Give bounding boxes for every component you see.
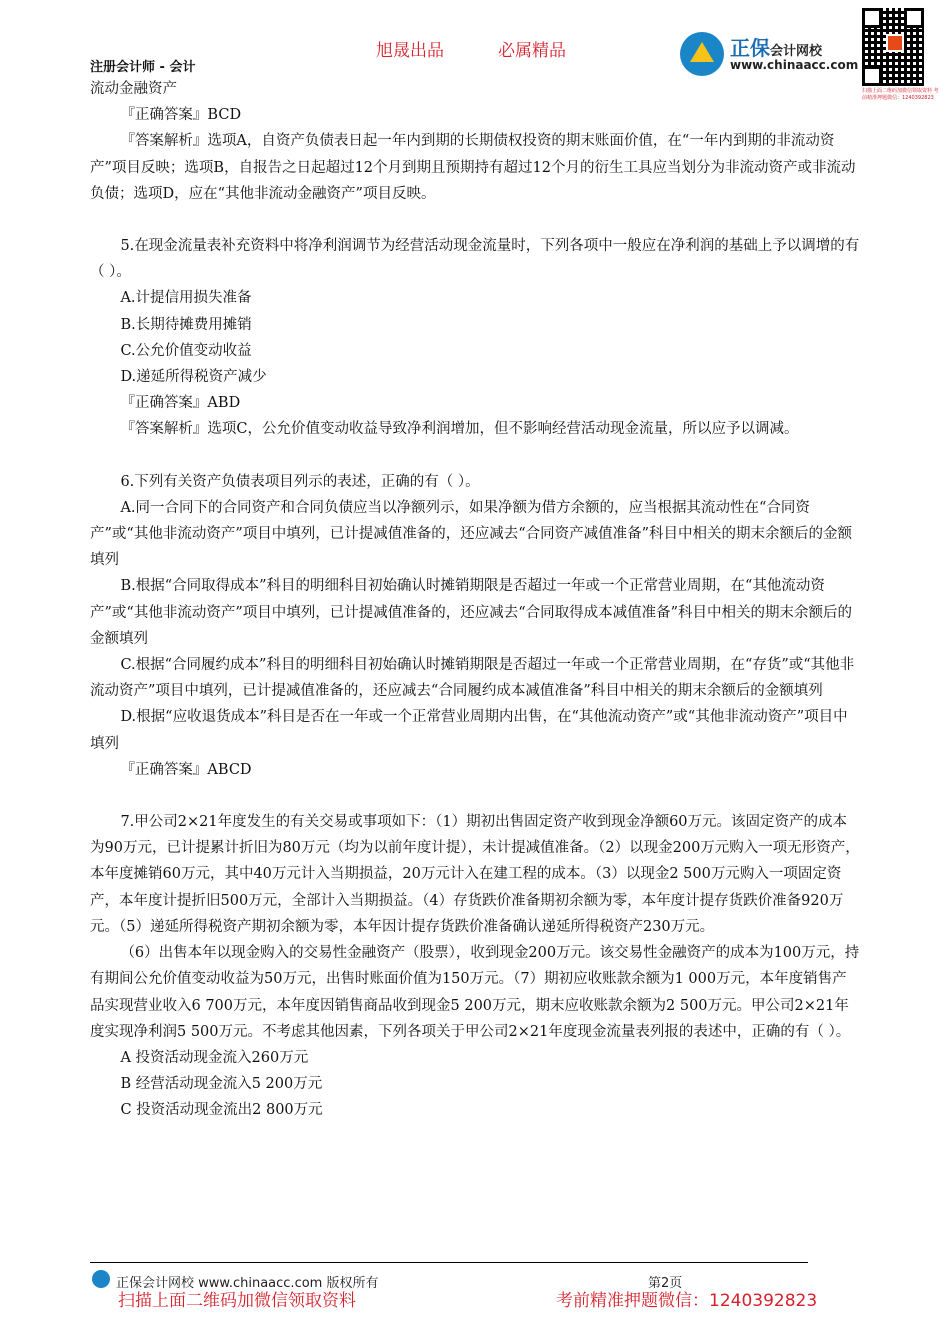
- footer-logo-icon: [92, 1270, 110, 1288]
- promo-right: 考前精准押题微信：1240392823: [556, 1291, 818, 1311]
- explanation: 『答案解析』选项C，公允价值变动收益导致净利润增加，但不影响经营活动现金流量，所以应予以调减。: [120, 421, 799, 438]
- header-slogan-right: 必属精品: [498, 41, 566, 61]
- logo-mark-icon: [680, 32, 724, 76]
- question-5: 5.在现金流量表补充资料中将净利润调节为经营活动现金流量时，下列各项中一般应在净利润的基础上予以调增的有（ ）。: [90, 238, 860, 281]
- question-6: 6.下列有关资产负债表项目列示的表述，正确的有（ ）。: [120, 473, 480, 490]
- brand-logo: [680, 30, 859, 80]
- footer-copyright: 正保会计网校 www.chinaacc.com 版权所有: [116, 1276, 379, 1291]
- option: A.同一合同下的合同资产和合同负债应当以净额列示，如果净额为借方余额的，应当根据其流动性在“合同资产”或“其他非流动资产”项目中填列，已计提减值准备的，还应减去“合同资产减值准备”科目中相关的期末余额后的金额填列: [90, 499, 853, 569]
- paragraph: 流动金融资产: [90, 81, 177, 97]
- qr-code-icon: [862, 8, 924, 86]
- document-body: [90, 76, 860, 1124]
- logo-name: 正保会计网校: [730, 36, 823, 60]
- header-slogan-left: 旭晟出品: [376, 41, 444, 61]
- option: D.递延所得税资产减少: [120, 369, 267, 386]
- explanation: 『答案解析』选项A，自资产负债表日起一年内到期的长期债权投资的期末账面价值，在“一年内到期的非流动资产”项目反映；选项B，自报告之日起超过12个月到期且预期持有超过12个月的衍生工具应当划分为非流动资产或非流动负债；选项D，应在“其他非流动金融资产”项目反映。: [90, 133, 856, 202]
- promo-left: 扫描上面二维码加微信领取资料: [118, 1291, 356, 1311]
- option: D.根据“应收退货成本”科目是否在一年或一个正常营业周期内出售，在“其他流动资产”或“其他非流动资产”项目中填列: [90, 709, 848, 752]
- option: A.计提信用损失准备: [120, 290, 252, 307]
- option: A 投资活动现金流入260万元: [120, 1049, 309, 1066]
- answer: 『正确答案』BCD: [120, 107, 242, 124]
- qr-note: 扫描上面二维码加微信领取资料 考前精准押题微信：1240392823: [862, 88, 939, 101]
- logo-url: www.chinaacc.com: [730, 58, 859, 72]
- answer: 『正确答案』ABD: [120, 395, 241, 412]
- option: B.长期待摊费用摊销: [120, 316, 252, 333]
- answer: 『正确答案』ABCD: [120, 761, 252, 778]
- option: C.根据“合同履约成本”科目的明细科目初始确认时摊销期限是否超过一年或一个正常营业周期，在“存货”或“其他非流动资产”项目中填列，已计提减值准备的，还应减去“合同履约成本减值准备”科目中相关的期末余额后的金额填列: [90, 657, 855, 700]
- option: C 投资活动现金流出2 800万元: [120, 1102, 323, 1119]
- question-7-cont: （6）出售本年以现金购入的交易性金融资产（股票），收到现金200万元。该交易性金融资产的成本为100万元，持有期间公允价值变动收益为50万元，出售时账面价值为150万元。（7）期初应收账款余额为1 000万元，本年度销售产品实现营业收入6 700万元，本年度因销售商品收到现金5 200万元，期末应收账款余额为2 500万元。甲公司2×21年度实现净利润5 500万元。不考虑其他因素，下列各项关于甲公司2×21年度现金流量表列报的表述中，正确的有（ ）。: [90, 945, 860, 1040]
- footer-divider: [90, 1262, 808, 1263]
- option: B 经营活动现金流入5 200万元: [120, 1076, 323, 1093]
- course-title: 注册会计师 - 会计: [90, 60, 196, 75]
- option: B.根据“合同取得成本”科目的明细科目初始确认时摊销期限是否超过一年或一个正常营业周期，在“其他流动资产”或“其他非流动资产”项目中填列，已计提减值准备的，还应减去“合同取得成本减值准备”科目中相关的期末余额后的金额填列: [90, 578, 853, 647]
- question-7: 7.甲公司2×21年度发生的有关交易或事项如下：（1）期初出售固定资产收到现金净额60万元。该固定资产的成本为90万元，已计提累计折旧为80万元（均为以前年度计提），未计提减值准备。（2）以现金200万元购入一项无形资产，本年度摊销60万元，其中40万元计入当期损益，20万元计入在建工程的成本。（3）以现金2 500万元购入一项固定资产，本年度计提折旧500万元，全部计入当期损益。（4）存货跌价准备期初余额为零，本年度计提存货跌价准备920万元。（5）递延所得税资产期初余额为零，本年因计提存货跌价准备确认递延所得税资产230万元。: [90, 814, 860, 935]
- page-number: 第2页: [648, 1276, 683, 1291]
- option: C.公允价值变动收益: [120, 342, 252, 359]
